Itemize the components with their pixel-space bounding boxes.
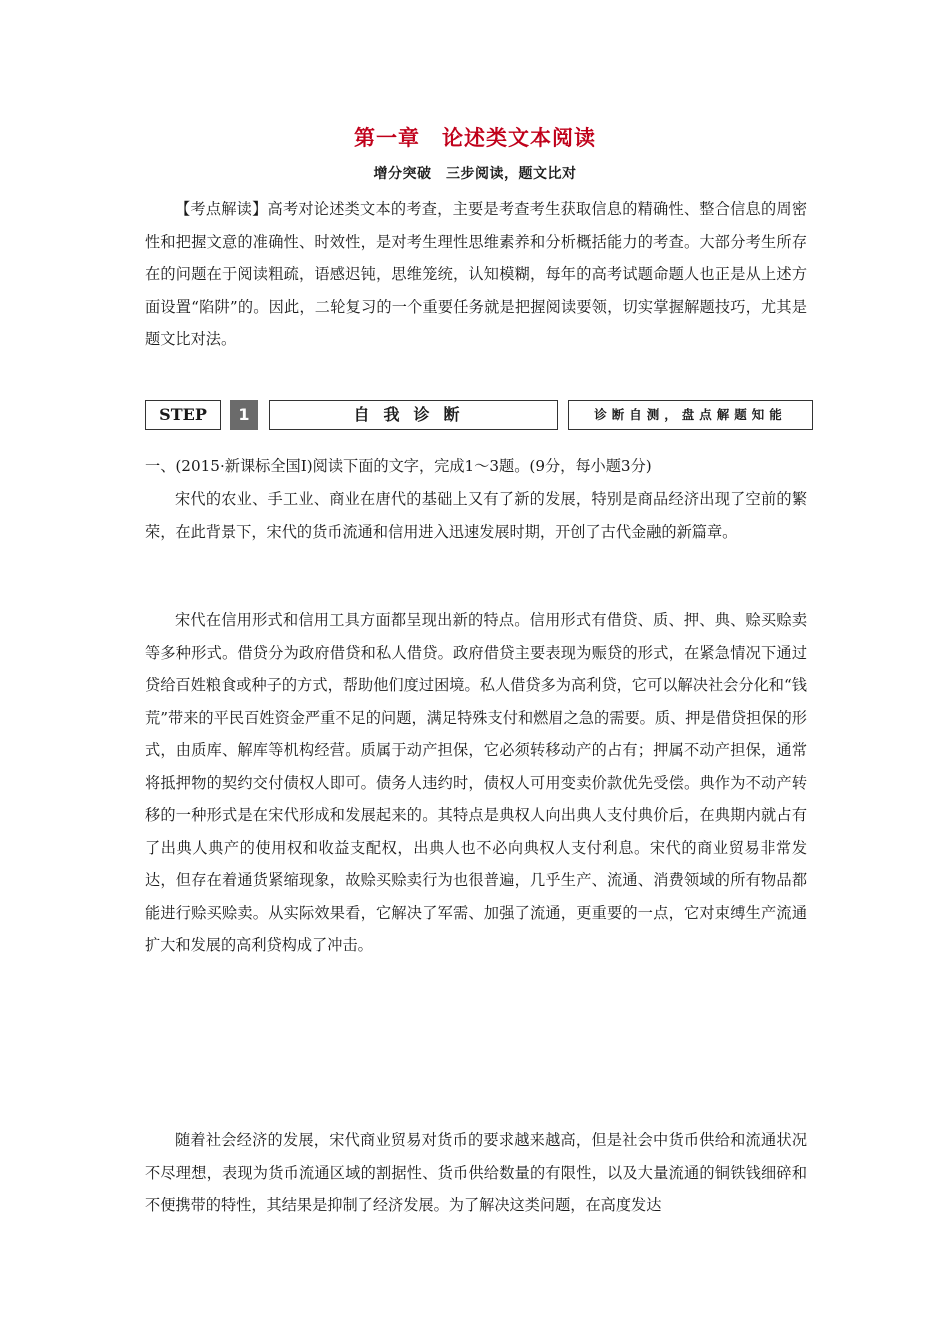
passage-paragraph-2: 宋代在信用形式和信用工具方面都呈现出新的特点。信用形式有借贷、质、押、典、赊买赊卖等多种形式。借贷分为政府借贷和私人借贷。政府借贷主要表现为赈贷的形式，在紧急情况下通过贷给百姓粮食或种子的方式，帮助他们度过困境。私人借贷多为高利贷，它可以解决社会分化和“钱荒”带来的平民百姓资金严重不足的问题，满足特殊支付和燃眉之急的需要。质、押是借贷担保的形式，由质库、解库等机构经营。质属于动产担保，它必须转移动产的占有；押属不动产担保，通常将抵押物的契约交付债权人即可。债务人违约时，债权人可用变卖价款优先受偿。典作为不动产转移的一种形式是在宋代形成和发展起来的。其特点是典权人向出典人支付典价后，在典期内就占有了出典人典产的使用权和收益支配权，出典人也不必向典权人支付利息。宋代的商业贸易非常发达，但存在着通货紧缩现象，故赊买赊卖行为也很普遍，几乎生产、流通、消费领域的所有物品都能进行赊买赊卖。从实际效果看，它解决了军需、加强了流通，更重要的一点，它对束缚生产流通扩大和发展的高利贷构成了冲击。 [145, 611, 807, 954]
passage-paragraph-3: 随着社会经济的发展，宋代商业贸易对货币的要求越来越高，但是社会中货币供给和流通状况不尽理想，表现为货币流通区域的割据性、货币供给数量的有限性，以及大量流通的铜铁钱细碎和不便携带的特性，其结果是抑制了经济发展。为了解决这类问题，在高度发达 [145, 1131, 807, 1214]
step-subtitle: 诊断自测，盘点解题知能 [568, 400, 813, 430]
chapter-title: 第一章 论述类文本阅读 [354, 126, 596, 150]
intro-tag: 【考点解读】 [175, 200, 268, 218]
step-label: STEP [145, 400, 221, 430]
question-header: 一、(2015·新课标全国Ⅰ)阅读下面的文字，完成1～3题。(9分，每小题3分) [145, 457, 652, 475]
step-number: 1 [230, 400, 258, 430]
section-subtitle: 增分突破 三步阅读，题文比对 [373, 166, 577, 182]
intro-text: 高考对论述类文本的考查，主要是考查考生获取信息的精确性、整合信息的周密性和把握文意的准确性、时效性，是对考生理性思维素养和分析概括能力的考查。大部分考生所存在的问题在于阅读粗疏，语感迟钝，思维笼统，认知模糊，每年的高考试题命题人也正是从上述方面设置“陷阱”的。因此，二轮复习的一个重要任务就是把握阅读要领，切实掌握解题技巧，尤其是题文比对法。 [145, 200, 808, 348]
intro-paragraph [145, 193, 807, 356]
passage-paragraph-1: 宋代的农业、手工业、商业在唐代的基础上又有了新的发展，特别是商品经济出现了空前的繁荣，在此背景下，宋代的货币流通和信用进入迅速发展时期，开创了古代金融的新篇章。 [145, 490, 807, 541]
step-title: 自我诊断 [269, 400, 558, 430]
step-banner [145, 400, 813, 430]
